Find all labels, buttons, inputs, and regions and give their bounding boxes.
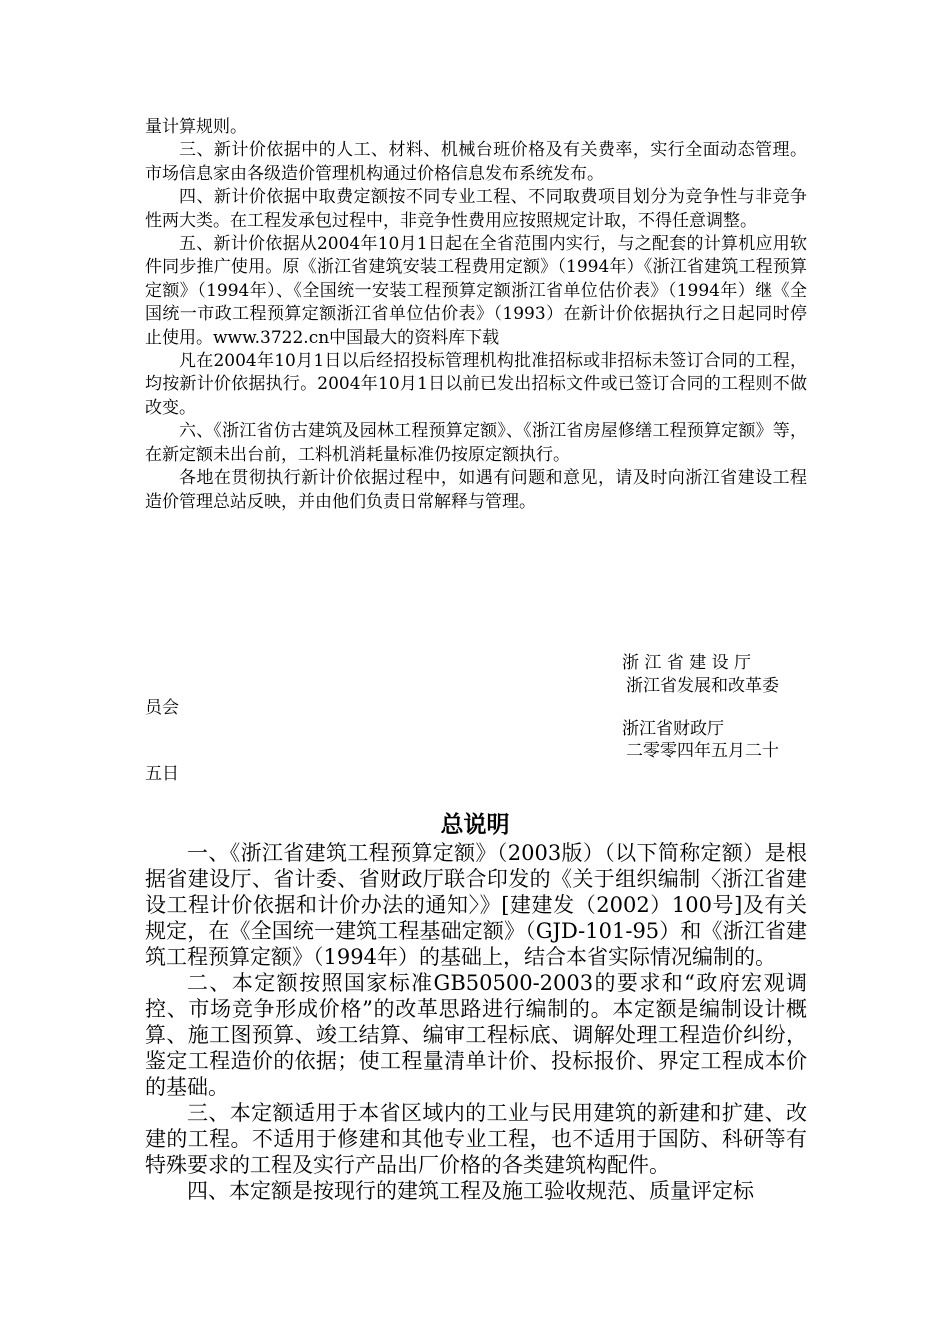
- notice-body: [145, 116, 807, 514]
- notice-paragraph-5-supplement: 凡在2004年10月1日以后经招投标管理机构批准招标或非招标未签订合同的工程，均按新计价依据执行。2004年10月1日以前已发出招标文件或已签订合同的工程则不做改变。: [145, 351, 807, 418]
- notice-paragraph-5: 五、新计价依据从2004年10月1日起在全省范围内实行，与之配套的计算机应用软件同步推广使用。原《浙江省建筑安装工程费用定额》（1994年）《浙江省建筑工程预算定额》（1994年）、《全国统一安装工程预算定额浙江省单位估价表》（1994年）继《全国统一市政工程预算定额浙江省单位估价表》（1993）在新计价依据执行之日起同时停止使用。www.3722.cn中国最大的资料库下载: [145, 234, 807, 348]
- notice-paragraph-4: 四、新计价依据中取费定额按不同专业工程、不同取费项目划分为竞争性与非竞争性两大类。在工程发承包过程中，非竞争性费用应按照规定计取，不得任意调整。: [145, 187, 807, 231]
- notice-paragraph-6: 六、《浙江省仿古建筑及园林工程预算定额》、《浙江省房屋修缮工程预算定额》等，在新定额未出台前，工料机消耗量标准仍按原定额执行。: [145, 421, 807, 465]
- general-paragraph-4: 四、本定额是按现行的建筑工程及施工验收规范、质量评定标: [187, 1179, 754, 1203]
- signature-org-development-reform-part2: 员会: [145, 698, 179, 718]
- general-paragraph-3: 三、本定额适用于本省区域内的工业与民用建筑的新建和扩建、改建的工程。不适用于修建和其他专业工程，也不适用于国防、科研等有特殊要求的工程及实行产品出厂价格的各类建筑构配件。: [145, 1101, 807, 1177]
- signature-org-development-reform-part1: 浙江省发展和改革委: [626, 676, 779, 696]
- general-paragraph-2: 二、本定额按照国家标准GB50500-2003的要求和“政府宏观调控、市场竞争形成价格”的改革思路进行编制的。本定额是编制设计概算、施工图预算、竣工结算、编审工程标底、调解处理工程造价纠纷，鉴定工程造价的依据；使工程量清单计价、投标报价、界定工程成本价的基础。: [145, 971, 807, 1099]
- notice-paragraph-continuation: 量计算规则。: [145, 117, 247, 137]
- notice-paragraph-closing: 各地在贯彻执行新计价依据过程中，如遇有问题和意见，请及时向浙江省建设工程造价管理总站反映，并由他们负责日常解释与管理。: [145, 468, 807, 512]
- general-paragraph-1: 一、《浙江省建筑工程预算定额》（2003版）（以下简称定额）是根据省建设厅、省计委、省财政厅联合印发的《关于组织编制〈浙江省建设工程计价依据和计价办法的通知〉》[建建发（2002）100号]及有关规定，在《全国统一建筑工程基础定额》（GJD-101-95）和《浙江省建筑工程预算定额》（1994年）的基础上，结合本省实际情况编制的。: [145, 841, 807, 969]
- signature-org-construction-dept: 浙 江 省 建 设 厅: [622, 653, 752, 673]
- general-description-title: 总说明: [440, 812, 510, 838]
- general-description-body: [145, 840, 807, 1204]
- notice-paragraph-3: 三、新计价依据中的人工、材料、机械台班价格及有关费率，实行全面动态管理。市场信息家由各级造价管理机构通过价格信息发布系统发布。: [145, 140, 807, 184]
- signature-org-finance-dept: 浙江省财政厅: [622, 719, 724, 739]
- signature-date-part2: 五日: [145, 764, 179, 784]
- signature-date-part1: 二零零四年五月二十: [626, 741, 779, 761]
